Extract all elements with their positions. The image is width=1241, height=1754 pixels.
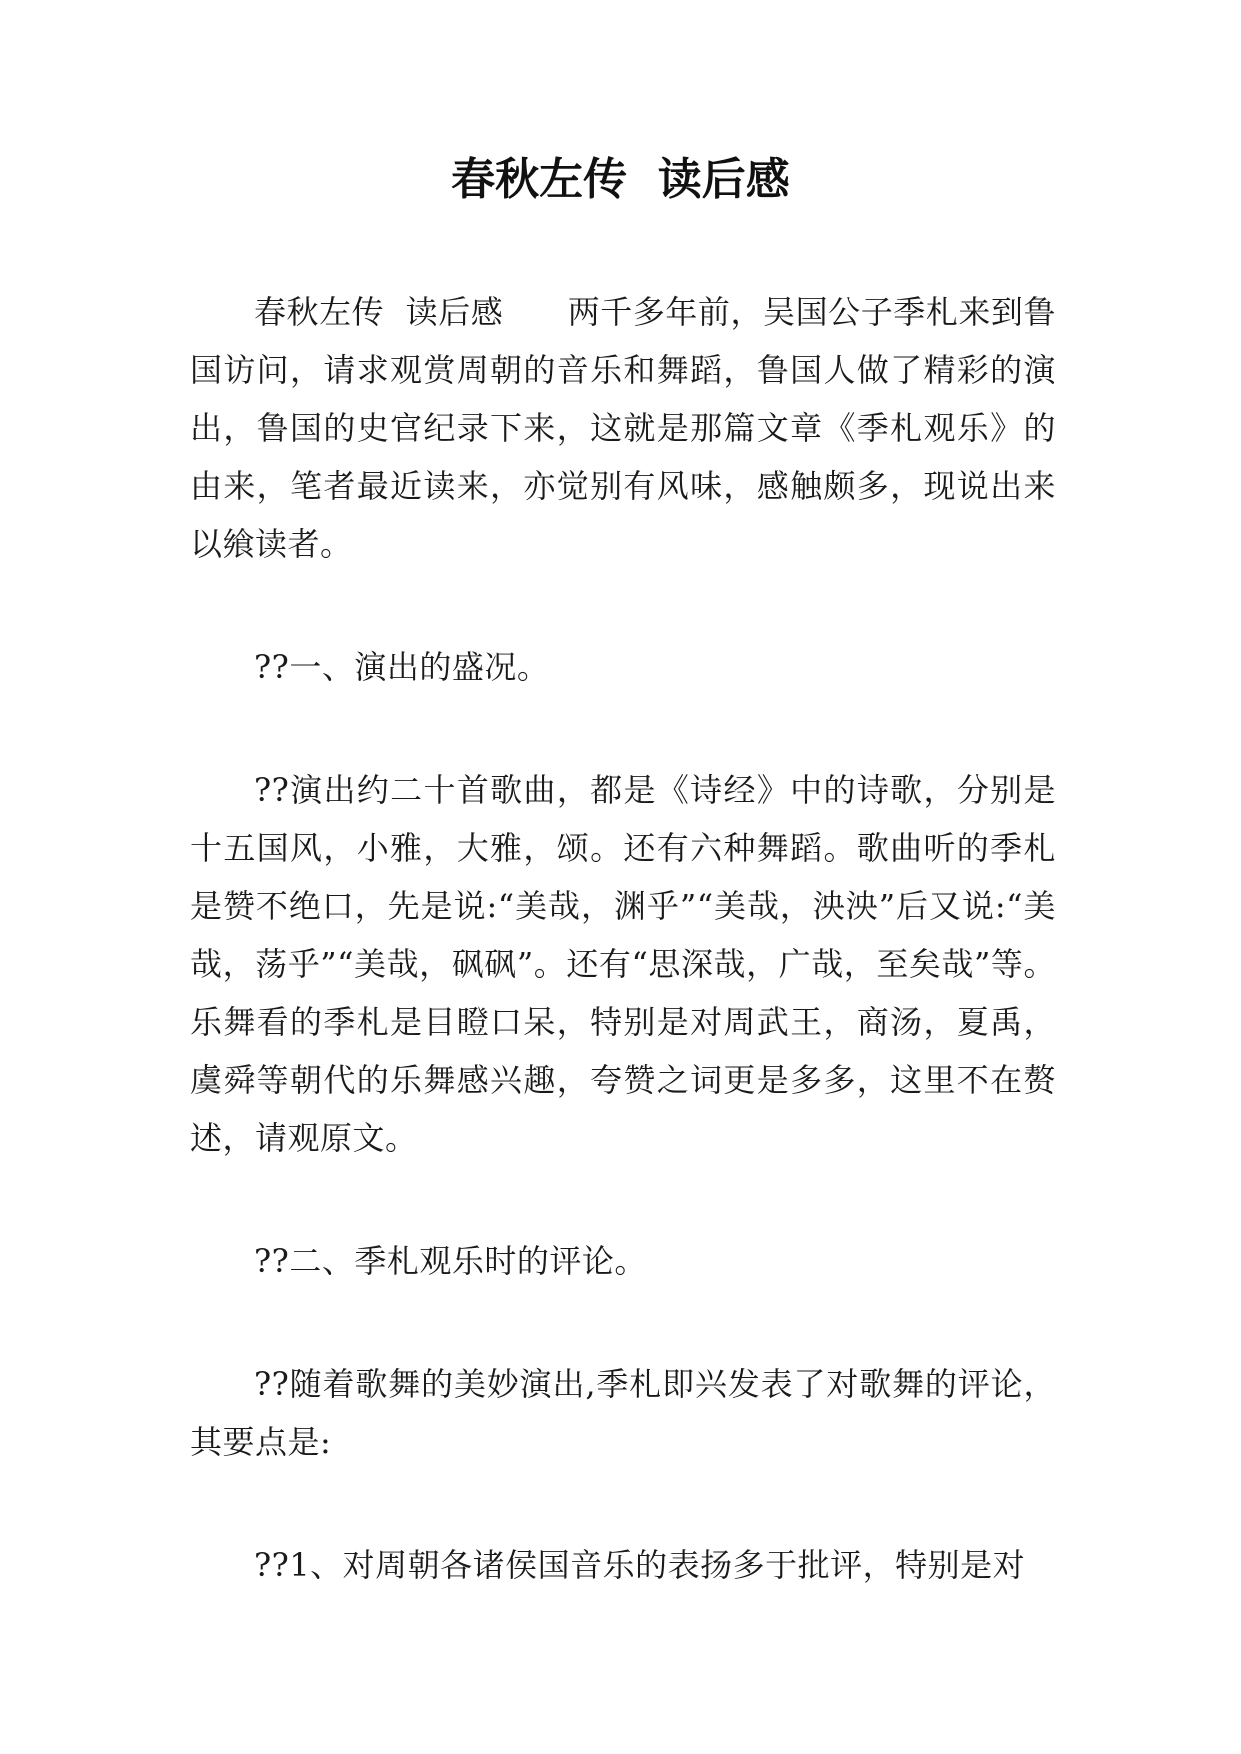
document-title: 春秋左传 读后感 [451,154,790,205]
section-heading-2: ??二、季札观乐时的评论。 [254,1242,647,1280]
section-heading-1: ??一、演出的盛况。 [254,648,550,686]
paragraph-point-1: ??1、对周朝各诸侯国音乐的表扬多于批评，特别是对 [254,1546,1026,1584]
paragraph-commentary: ??随着歌舞的美妙演出,季札即兴发表了对歌舞的评论，其要点是: [190,1365,1056,1461]
paragraph-performance: ??演出约二十首歌曲，都是《诗经》中的诗歌，分别是十五国风，小雅，大雅，颂。还有六种舞蹈。歌曲听的季札是赞不绝口，先是说:“美哉，渊乎”“美哉，泱泱”后又说:“美哉，荡乎”“美哉，砜砜”。还有“思深哉，广哉，至矣哉”等。乐舞看的季札是目瞪口呆，特别是对周武王，商汤，夏禹，虞舜等朝代的乐舞感兴趣，夸赞之词更是多多，这里不在赘述，请观原文。 [190,771,1056,1157]
document-body [190,283,1056,1594]
paragraph-intro: 春秋左传 读后感 两千多年前，吴国公子季札来到鲁国访问，请求观赏周朝的音乐和舞蹈，鲁国人做了精彩的演出，鲁国的史官纪录下来，这就是那篇文章《季札观乐》的由来，笔者最近读来，亦觉别有风味，感触颇多，现说出来以飨读者。 [190,293,1056,563]
